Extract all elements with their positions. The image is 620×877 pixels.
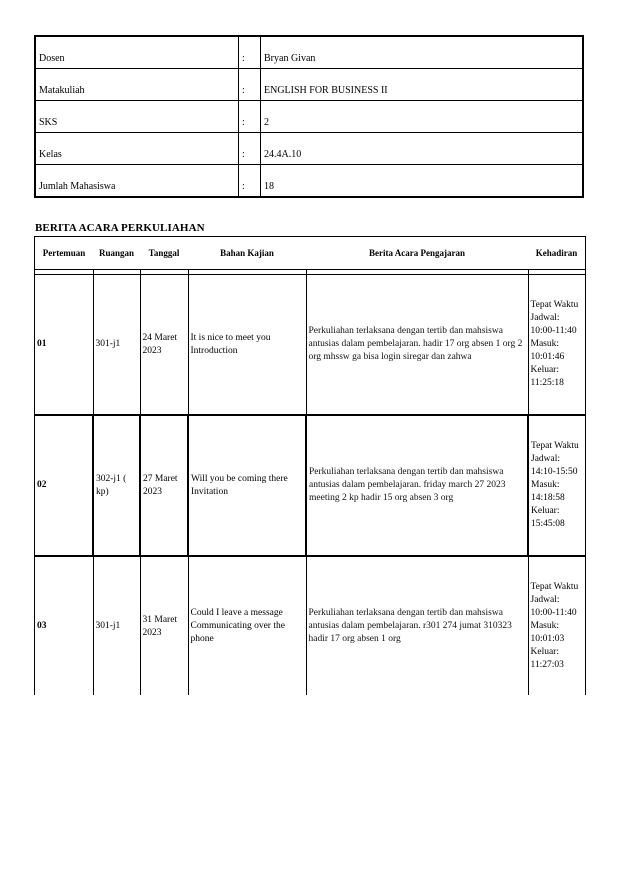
course-info-table <box>34 35 584 198</box>
cell-kehadiran: Tepat Waktu Jadwal: 10:00-11:40 Masuk: 10:01:03 Keluar: 11:27:03 <box>528 556 585 695</box>
cell-pertemuan: 03 <box>35 556 93 695</box>
cell-pertemuan: 02 <box>35 415 93 556</box>
cell-bahan-kajian: Will you be coming there Invitation <box>188 415 306 556</box>
info-value: Bryan Givan <box>261 36 584 69</box>
info-separator: : <box>239 36 261 69</box>
info-label: Jumlah Mahasiswa <box>35 165 239 198</box>
cell-ruangan: 301-j1 <box>93 556 140 695</box>
info-value: 2 <box>261 101 584 133</box>
cell-tanggal: 27 Maret 2023 <box>140 415 188 556</box>
info-row-dosen <box>35 36 583 69</box>
info-value: 18 <box>261 165 584 198</box>
cell-bahan-kajian: Could I leave a message Communicating over the phone <box>188 556 306 695</box>
table-header-row <box>35 237 585 270</box>
info-label: Matakuliah <box>35 69 239 101</box>
table-row <box>35 415 585 556</box>
cell-berita-acara: Perkuliahan terlaksana dengan tertib dan mahsiswa antusias dalam pembelajaran. r301 274 jumat 310323 hadir 17 org absen 1 org <box>306 556 528 695</box>
info-value: 24.4A.10 <box>261 133 584 165</box>
info-row-kelas <box>35 133 583 165</box>
info-label: Dosen <box>35 36 239 69</box>
cell-kehadiran: Tepat Waktu Jadwal: 10:00-11:40 Masuk: 10:01:46 Keluar: 11:25:18 <box>528 275 585 416</box>
col-header-berita-acara: Berita Acara Pengajaran <box>306 237 528 270</box>
cell-berita-acara: Perkuliahan terlaksana dengan tertib dan mahsiswa antusias dalam pembelajaran. friday march 27 2023 meeting 2 kp hadir 15 org absen 3 org <box>306 415 528 556</box>
cell-ruangan: 301-j1 <box>93 275 140 416</box>
cell-kehadiran: Tepat Waktu Jadwal: 14:10-15:50 Masuk: 14:18:58 Keluar: 15:45:08 <box>528 415 585 556</box>
info-value: ENGLISH FOR BUSINESS II <box>261 69 584 101</box>
col-header-bahan-kajian: Bahan Kajian <box>188 237 306 270</box>
cell-berita-acara: Perkuliahan terlaksana dengan tertib dan mahsiswa antusias dalam pembelajaran. hadir 17 org absen 1 org 2 org mhssw ga bisa login siregar dan zahwa <box>306 275 528 416</box>
info-label: Kelas <box>35 133 239 165</box>
info-row-jumlah-mahasiswa <box>35 165 583 198</box>
cell-tanggal: 31 Maret 2023 <box>140 556 188 695</box>
berita-acara-table <box>35 237 585 695</box>
section-title: BERITA ACARA PERKULIAHAN <box>35 222 205 234</box>
berita-acara-table-wrap <box>34 236 586 695</box>
cell-bahan-kajian: It is nice to meet you Introduction <box>188 275 306 416</box>
info-separator: : <box>239 133 261 165</box>
col-header-tanggal: Tanggal <box>140 237 188 270</box>
col-header-kehadiran: Kehadiran <box>528 237 585 270</box>
info-separator: : <box>239 165 261 198</box>
table-row <box>35 275 585 416</box>
col-header-ruangan: Ruangan <box>93 237 140 270</box>
info-separator: : <box>239 69 261 101</box>
info-row-matakuliah <box>35 69 583 101</box>
cell-tanggal: 24 Maret 2023 <box>140 275 188 416</box>
info-row-sks <box>35 101 583 133</box>
cell-pertemuan: 01 <box>35 275 93 416</box>
info-separator: : <box>239 101 261 133</box>
cell-ruangan: 302-j1 ( kp) <box>93 415 140 556</box>
table-row <box>35 556 585 695</box>
info-label: SKS <box>35 101 239 133</box>
col-header-pertemuan: Pertemuan <box>35 237 93 270</box>
